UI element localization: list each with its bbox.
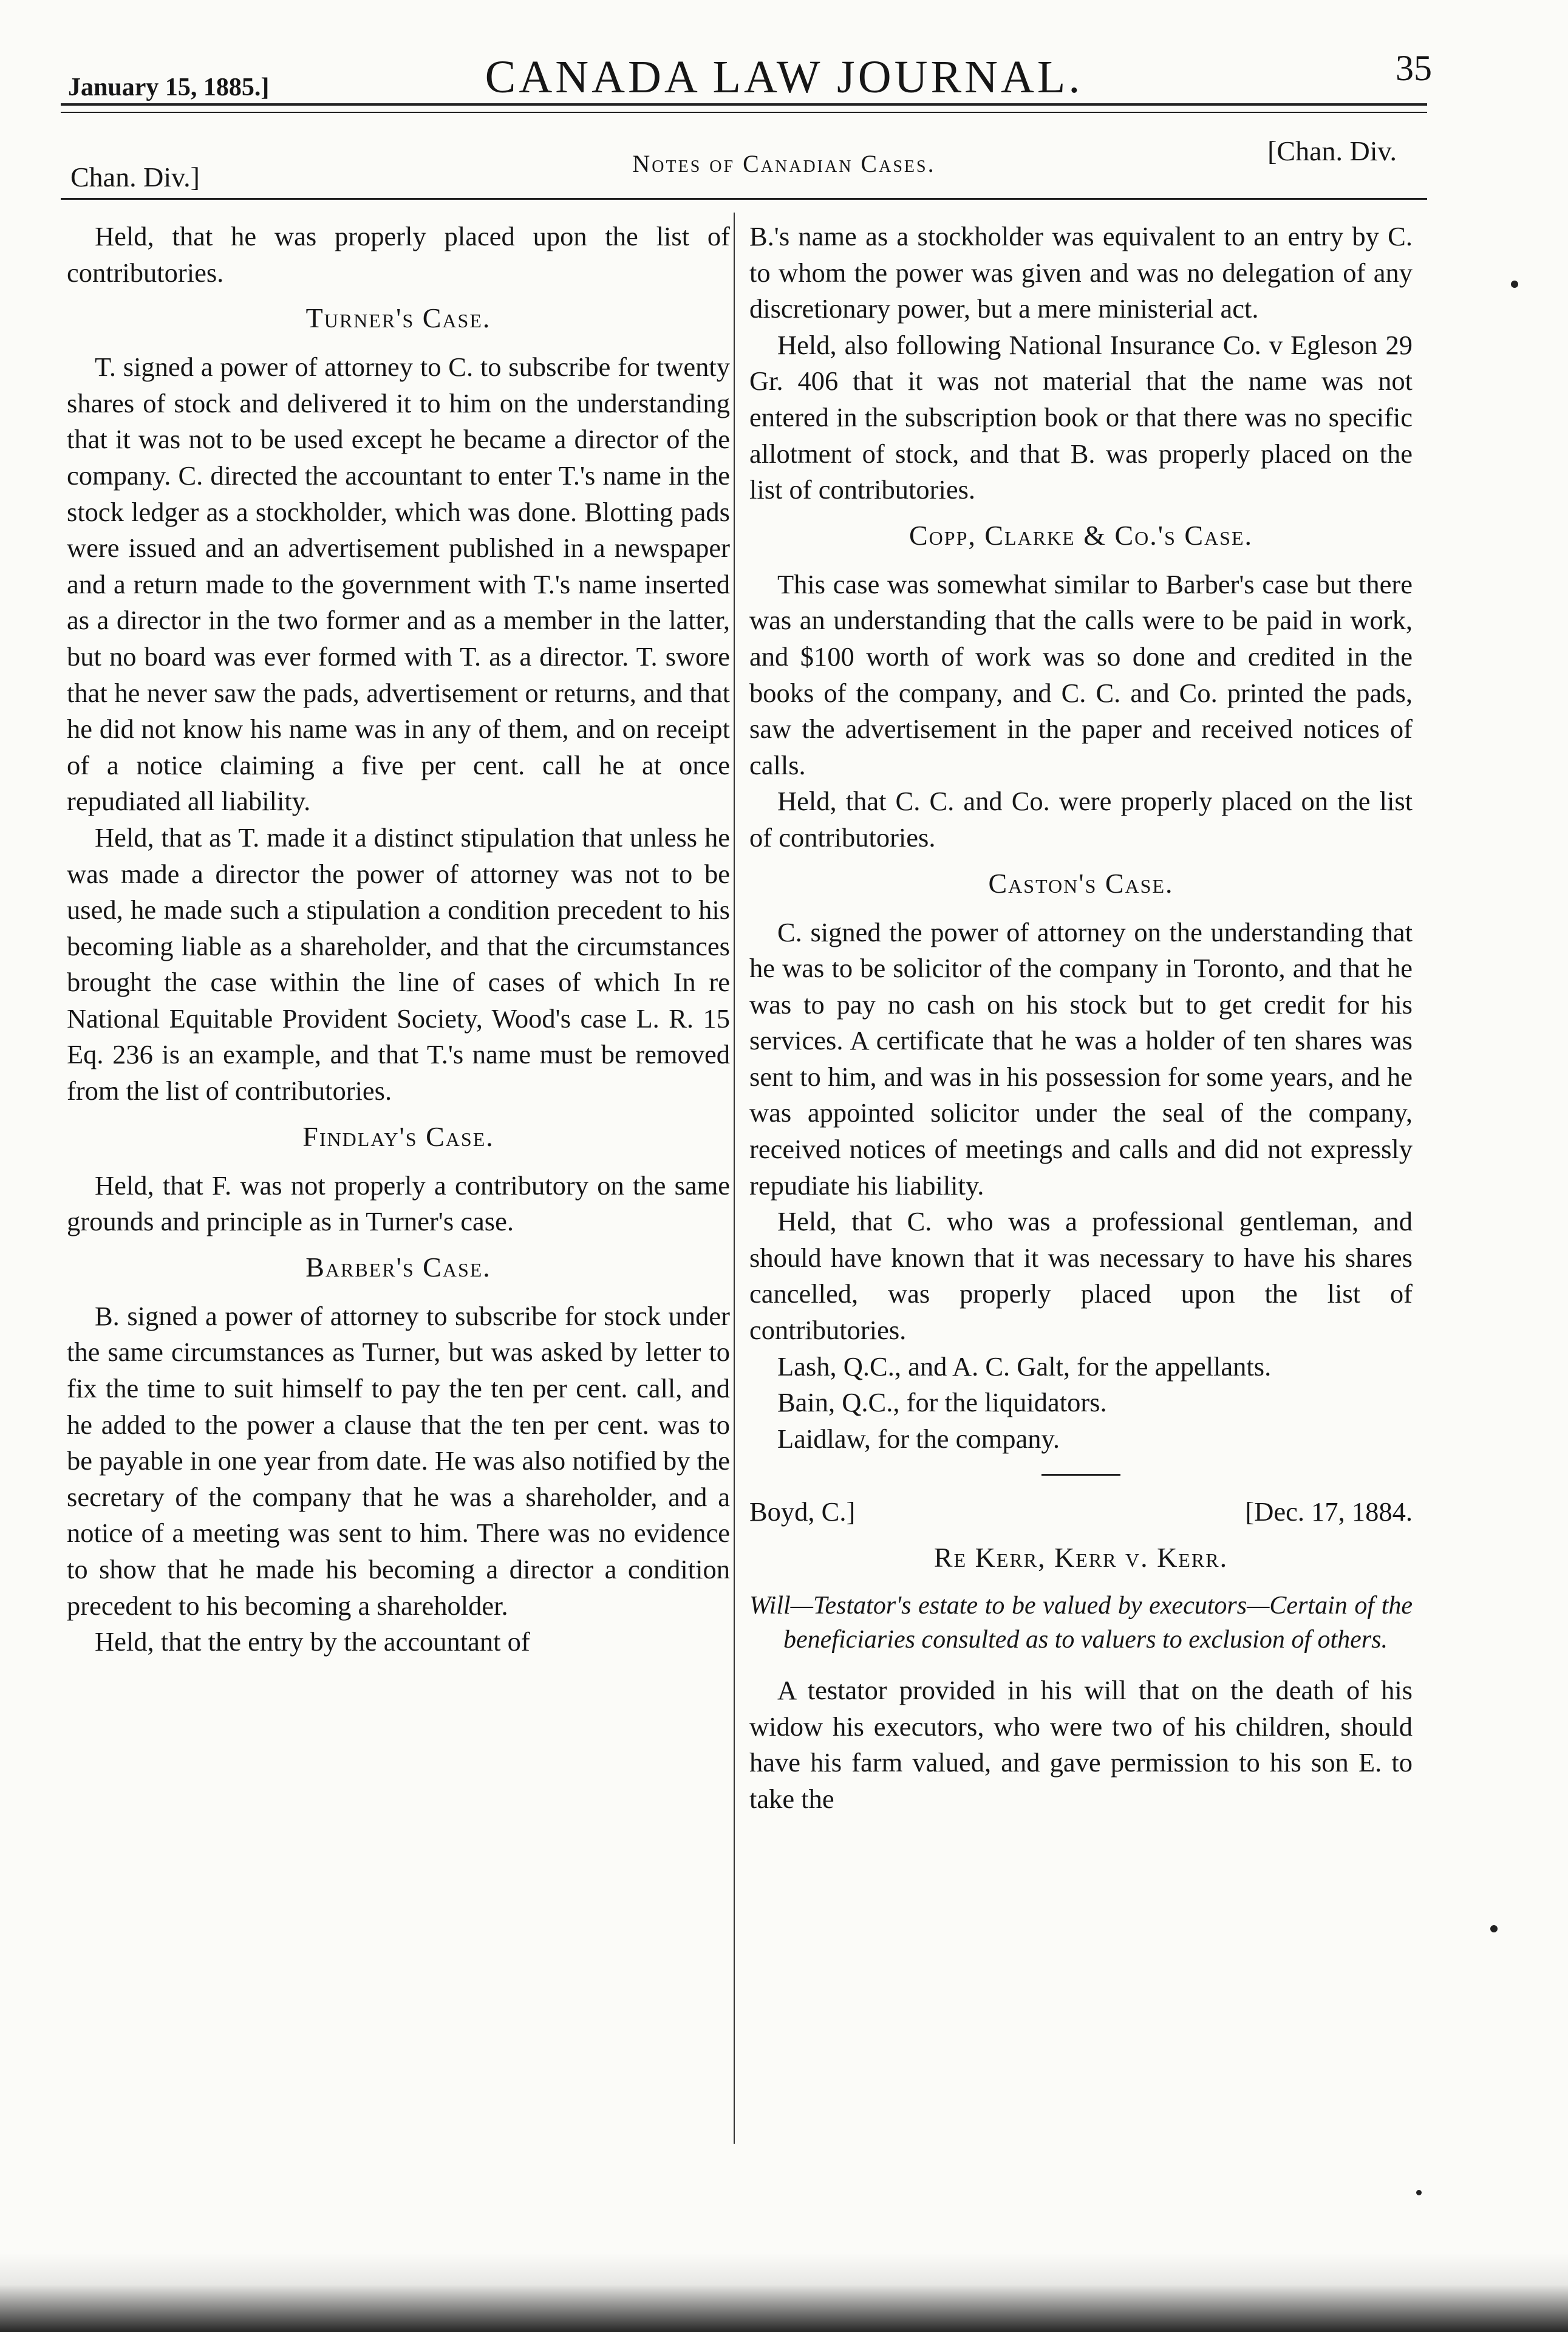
copp-facts: This case was somewhat similar to Barber's case but there was an understanding that the calls were to be paid in work, and $100 worth of work was so done and credited in the books of the company, and C. C. and Co. printed the pads, saw the advertisement in the paper and received notices of calls.	[749, 568, 1413, 780]
copp-heading: Copp, Clarke & Co.'s Case.	[908, 519, 1253, 551]
kerr-facts: A testator provided in his will that on the death of his widow his executors, who were two of his children, should have his farm valued, and gave permission to his son E. to take the	[749, 1675, 1413, 1814]
case-date: [Dec. 17, 1884.	[1245, 1496, 1413, 1527]
barber-heading: Barber's Case.	[305, 1251, 491, 1283]
counsel-appellants: Lash, Q.C., and A. C. Galt, for the appellants.	[777, 1351, 1272, 1382]
judge-row	[749, 1494, 1413, 1530]
scan-shadow	[0, 2253, 1568, 2332]
section-title: Notes of Canadian Cases.	[632, 150, 936, 177]
division-left: Chan. Div.]	[70, 162, 200, 193]
findlay-held: Held, that F. was not properly a contributory on the same grounds and principle as in Turner's case.	[67, 1170, 730, 1237]
caston-heading: Caston's Case.	[988, 867, 1174, 899]
scan-speck	[1490, 1925, 1498, 1932]
counsel-liquidators: Bain, Q.C., for the liquidators.	[777, 1387, 1107, 1418]
judge: Boyd, C.]	[749, 1496, 856, 1527]
right-column	[749, 219, 1413, 1817]
scan-speck	[1511, 281, 1518, 288]
copp-held: Held, that C. C. and Co. were properly placed on the list of contributories.	[749, 786, 1413, 853]
kerr-heading: Re Kerr, Kerr v. Kerr.	[933, 1542, 1229, 1573]
page-number: 35	[1396, 48, 1432, 88]
barber-continued: B.'s name as a stockholder was equivalent to an entry by C. to whom the power was given and was no delegation of any discretionary power, but a mere ministerial act.	[749, 221, 1413, 324]
issue-date: January 15, 1885.]	[68, 73, 270, 101]
caston-facts: C. signed the power of attorney on the understanding that he was to be solicitor of the company in Toronto, and that he was to pay no cash on his stock but to get credit for his services. A certificate that he was a holder of ten shares was sent to him, and was in his possession for some years, and he was appointed solicitor under the seal of the company, received notices of meetings and calls and did not expressly repudiate his liability.	[749, 916, 1413, 1201]
header-rule-thick	[61, 103, 1427, 106]
findlay-heading: Findlay's Case.	[302, 1120, 494, 1152]
barber-facts: B. signed a power of attorney to subscribe for stock under the same circumstances as Turner, but was asked by letter to fix the time to suit himself to pay the ten per cent. call, and he added to the power a clause that the ten per cent. was to be payable in one year from date. He was also notified by the secretary of the company that he was a shareholder, and a notice of a meeting was sent to him. There was no evidence to show that he made his becoming a director a condition precedent to his becoming a shareholder.	[67, 1300, 730, 1621]
turner-held: Held, that as T. made it a distinct stipulation that unless he was made a director the power of attorney was not to be used, he made such a stipulation a condition precedent to his becoming liable as a shareholder, and that the circumstances brought the case within the line of cases of which In re National Equitable Provident Society, Wood's case L. R. 15 Eq. 236 is an example, and that T.'s name must be removed from the list of contributories.	[67, 822, 730, 1106]
case-separator-rule	[1041, 1474, 1120, 1476]
caston-held: Held, that C. who was a professional gentleman, and should have known that it was necessary to have his shares cancelled, was properly placed upon the list of contributories.	[749, 1206, 1413, 1346]
kerr-headnote: Will—Testator's estate to be valued by executors—Certain of the beneficiaries consulted as to valuers to exclusion of others.	[749, 1592, 1413, 1654]
header-rule-thin	[61, 112, 1427, 113]
counsel-company: Laidlaw, for the company.	[777, 1423, 1060, 1454]
left-column	[67, 219, 730, 1660]
barber-held-also: Held, also following National Insurance Co. v Egleson 29 Gr. 406 that it was not material that the name was not entered in the subscription book or that there was no specific allotment of stock, and that B. was properly placed on the list of contributories.	[749, 329, 1413, 505]
turner-heading: Turner's Case.	[305, 302, 491, 334]
subheader-rule	[61, 198, 1427, 200]
turner-facts: T. signed a power of attorney to C. to subscribe for twenty shares of stock and delivered it to him on the understanding that it was not to be used except he became a director of the company. C. directed the accountant to enter T.'s name in the stock ledger as a stockholder, which was done. Blotting pads were issued and an advertisement published in a newspaper and a return made to the government with T.'s name inserted as a director in the two former and as a member in the latter, but no board was ever formed with T. as a director. T. swore that he never saw the pads, advertisement or returns, and that he did not know his name was in any of them, and on receipt of a notice claiming a five per cent. call he at once repudiated all liability.	[67, 352, 730, 817]
journal-title: CANADA LAW JOURNAL.	[485, 52, 1083, 103]
column-divider	[734, 213, 735, 2144]
division-right: [Chan. Div.	[1267, 135, 1397, 166]
scan-speck	[1416, 2190, 1422, 2195]
barber-held-start: Held, that the entry by the accountant of	[95, 1626, 530, 1657]
intro-held: Held, that he was properly placed upon the list of contributories.	[67, 221, 730, 288]
